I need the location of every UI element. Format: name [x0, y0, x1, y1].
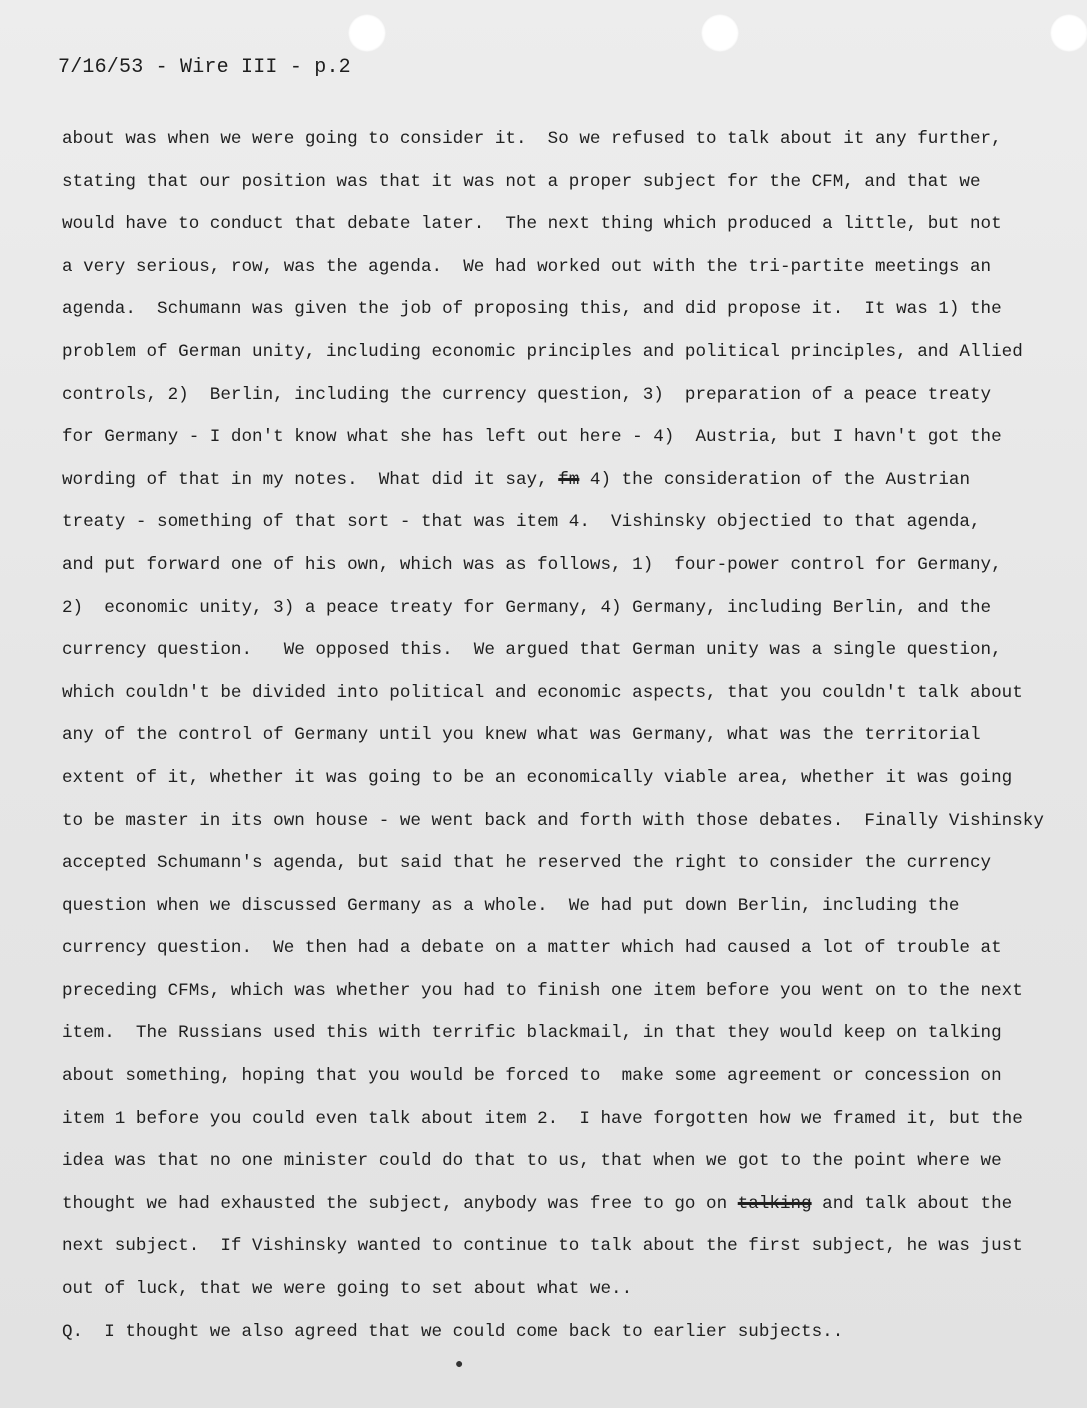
text-line: a very serious, row, was the agenda. We had worked out with the tri-partite meetings an	[62, 256, 992, 277]
page-dot-mark: ●	[455, 1357, 464, 1373]
page-header: 7/16/53 - Wire III - p.2	[58, 56, 351, 79]
text-line: about something, hoping that you would be forced to make some agreement or concession on	[62, 1066, 1002, 1087]
text-line: currency question. We then had a debate on a matter which had caused a lot of trouble at	[62, 938, 1002, 959]
text-line: Q. I thought we also agreed that we could come back to earlier subjects..	[62, 1321, 844, 1342]
text-line: about was when we were going to consider it. So we refused to talk about it any further,	[62, 129, 1002, 149]
text-line: idea was that no one minister could do that to us, that when we got to the point where we	[62, 1151, 1002, 1172]
punch-hole	[348, 14, 386, 52]
text-line: 2) economic unity, 3) a peace treaty for Germany, 4) Germany, including Berlin, and the	[62, 597, 992, 618]
text-line: which couldn't be divided into political and economic aspects, that you couldn't talk about	[62, 682, 1023, 703]
text-line: for Germany - I don't know what she has left out here - 4) Austria, but I havn't got the	[62, 427, 1002, 448]
text-segment: 4) the consideration of the Austrian	[579, 469, 971, 490]
text-segment: thought we had exhausted the subject, anybody was free to go on	[62, 1193, 738, 1214]
text-line: treaty - something of that sort - that was item 4. Vishinsky objectied to that agenda,	[62, 512, 981, 533]
text-line: any of the control of Germany until you knew what was Germany, what was the territorial	[62, 725, 981, 746]
text-line	[62, 465, 1052, 508]
text-line: accepted Schumann's agenda, but said that he reserved the right to consider the currency	[62, 853, 992, 874]
text-line: question when we discussed Germany as a whole. We had put down Berlin, including the	[62, 895, 960, 916]
text-line: extent of it, whether it was going to be an economically viable area, whether it was going	[62, 767, 1013, 788]
text-line: problem of German unity, including economic principles and political principles, and Allied	[62, 341, 1023, 362]
text-line: would have to conduct that debate later. The next thing which produced a little, but not	[62, 214, 1002, 235]
text-line: item 1 before you could even talk about item 2. I have forgotten how we framed it, but the	[62, 1108, 1023, 1129]
text-line: controls, 2) Berlin, including the currency question, 3) preparation of a peace treaty	[62, 384, 992, 405]
punch-hole	[701, 14, 739, 52]
text-line	[62, 1189, 1052, 1232]
text-line: out of luck, that we were going to set about what we..	[62, 1279, 633, 1300]
struck-out-text: fm	[558, 469, 580, 490]
text-line: to be master in its own house - we went back and forth with those debates. Finally Vishinsky	[62, 810, 1044, 831]
struck-out-text: talking	[737, 1193, 812, 1214]
punch-hole	[1050, 14, 1087, 52]
text-segment: wording of that in my notes. What did it say,	[62, 469, 559, 490]
text-line: stating that our position was that it was not a proper subject for the CFM, and that we	[62, 171, 981, 192]
text-line: agenda. Schumann was given the job of proposing this, and did propose it. It was 1) the	[62, 299, 1002, 320]
text-line: preceding CFMs, which was whether you had to finish one item before you went on to the next	[62, 980, 1023, 1001]
transcript-body	[62, 124, 1052, 1359]
text-line: and put forward one of his own, which was as follows, 1) four-power control for Germany,	[62, 554, 1002, 575]
text-line: currency question. We opposed this. We argued that German unity was a single question,	[62, 640, 1002, 661]
text-line: item. The Russians used this with terrific blackmail, in that they would keep on talking	[62, 1023, 1002, 1044]
text-segment: and talk about the	[811, 1193, 1013, 1214]
text-line: next subject. If Vishinsky wanted to continue to talk about the first subject, he was just	[62, 1236, 1023, 1257]
